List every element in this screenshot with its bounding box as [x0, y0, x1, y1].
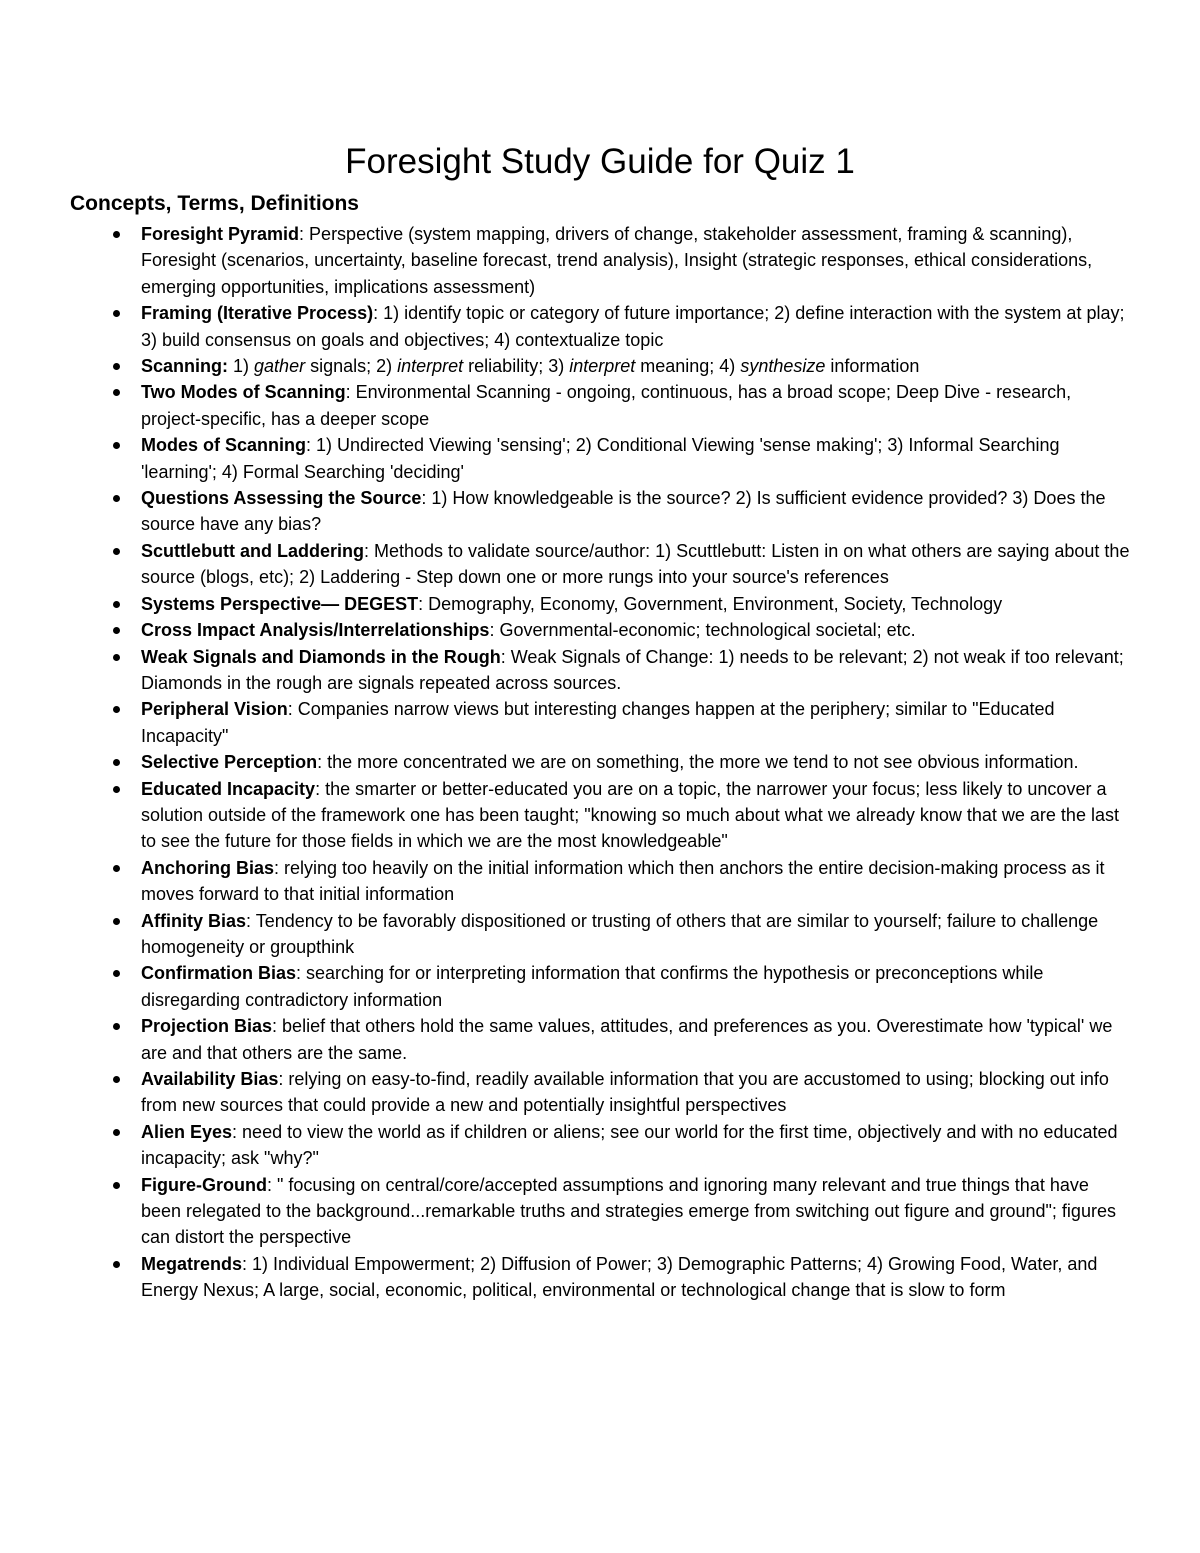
list-item [0, 538, 1200, 591]
bullet-icon [113, 918, 120, 925]
bullet-icon [113, 654, 120, 661]
term-label: Megatrends [141, 1253, 243, 1274]
list-item [0, 696, 1200, 749]
term-label: Peripheral Vision [141, 699, 288, 720]
bullet-icon [113, 1076, 120, 1083]
definition-text: meaning; 4) [635, 356, 741, 377]
definition-text: : relying too heavily on the initial information which then anchors the entire decision-making process as it moves forward to that initial information [141, 857, 1105, 905]
section-heading: Concepts, Terms, Definitions [70, 192, 359, 215]
emphasis-text: interpret [569, 356, 636, 377]
term-label: Systems Perspective— DEGEST [141, 593, 419, 614]
list-item [0, 300, 1200, 353]
term-label: Framing (Iterative Process) [141, 303, 374, 324]
bullet-icon [113, 1261, 120, 1268]
term-label: Modes of Scanning [141, 435, 307, 456]
definition-text: : the more concentrated we are on something, the more we tend to not see obvious information. [317, 752, 1079, 773]
list-item [0, 591, 1200, 617]
list-item [0, 644, 1200, 697]
bullet-icon [113, 1023, 120, 1030]
bullet-icon [113, 627, 120, 634]
definition-text: : Tendency to be favorably dispositioned or trusting of others that are similar to yourself; failure to challenge homogeneity or groupthink [141, 910, 1099, 957]
term-label: Educated Incapacity [141, 778, 316, 799]
term-label: Affinity Bias [141, 910, 247, 931]
definition-text: : Governmental-economic; technological societal; etc. [489, 620, 916, 641]
bullet-icon [113, 706, 120, 713]
definition-text: signals; 2) [305, 356, 398, 377]
definition-text: : Demography, Economy, Government, Environment, Society, Technology [418, 593, 1003, 614]
bullet-icon [113, 1129, 120, 1136]
definition-text: : belief that others hold the same values, attitudes, and preferences as you. Overestimate how 'typical' we are and that others are the same. [141, 1016, 1113, 1063]
bullet-icon [113, 1182, 120, 1189]
list-item [0, 960, 1200, 1013]
term-label: Projection Bias [141, 1016, 273, 1037]
bullet-icon [113, 310, 120, 317]
list-item [0, 1119, 1200, 1172]
list-item [0, 485, 1200, 538]
term-label: Figure-Ground [141, 1174, 267, 1195]
definition-text: : " focusing on central/core/accepted assumptions and ignoring many relevant and true things that have been relegated to the background...remarkable truths and strategies emerge from switching out figure and ground"; figures can distort the perspective [141, 1174, 1116, 1248]
bullet-icon [113, 495, 120, 502]
definition-text: : 1) identify topic or category of future importance; 2) define interaction with the system at play; 3) build consensus on goals and objectives; 4) contextualize topic [141, 303, 1125, 350]
term-label: Cross Impact Analysis/Interrelationships [141, 620, 490, 641]
bullet-icon [113, 363, 120, 370]
emphasis-text: gather [254, 356, 306, 377]
definition-text: : Companies narrow views but interesting changes happen at the periphery; similar to "Educated Incapacity" [141, 699, 1055, 746]
list-item [0, 1066, 1200, 1119]
emphasis-text: interpret [397, 356, 464, 377]
term-label: Anchoring Bias [141, 857, 275, 878]
term-label: Availability Bias [141, 1069, 279, 1089]
list-item [0, 432, 1200, 485]
definition-text: : relying on easy-to-find, readily available information that you are accustomed to using; blocking out info from new sources that could provide a new and potentially insightful perspectives [141, 1069, 1109, 1116]
bullet-icon [113, 389, 120, 396]
list-item [0, 379, 1200, 432]
definition-text: : Environmental Scanning - ongoing, continuous, has a broad scope; Deep Dive - research, project-specific, has a deeper scope [141, 382, 1072, 429]
emphasis-text: synthesize [740, 356, 826, 377]
definition-text: : need to view the world as if children or aliens; see our world for the first time, objectively and with no educated incapacity; ask "why?" [141, 1121, 1118, 1169]
term-label: Scuttlebutt and Laddering [141, 540, 364, 561]
definition-text: : searching for or interpreting information that confirms the hypothesis or preconceptions while disregarding contradictory information [141, 963, 1044, 1010]
term-label: Foresight Pyramid [141, 224, 300, 244]
term-label: Scanning: [141, 356, 229, 377]
term-label: Alien Eyes [141, 1121, 233, 1142]
definition-text: : Weak Signals of Change: 1) needs to be relevant; 2) not weak if too relevant; Diamonds in the rough are signals repeated across sources. [141, 646, 1124, 693]
list-item [0, 617, 1200, 643]
term-label: Questions Assessing the Source [141, 488, 422, 509]
list-item [0, 1251, 1200, 1304]
definition-text: : 1) Individual Empowerment; 2) Diffusion of Power; 3) Demographic Patterns; 4) Growing Food, Water, and Energy Nexus; A large, social, economic, political, environmental or technological change that is slow to form [141, 1253, 1098, 1301]
bullet-icon [113, 970, 120, 977]
bullet-icon [113, 786, 120, 793]
list-item [0, 855, 1200, 908]
bullet-icon [113, 442, 120, 449]
definition-text: : Methods to validate source/author: 1) Scuttlebutt: Listen in on what others are saying about the source (blogs, etc); 2) Laddering - Step down one or more rungs into your source's references [141, 540, 1130, 588]
bullet-icon [113, 759, 120, 766]
list-item [0, 908, 1200, 961]
terms-list [0, 221, 1200, 1304]
list-item [0, 221, 1200, 300]
definition-text: : the smarter or better-educated you are on a topic, the narrower your focus; less likely to uncover a solution outside of the framework one has been taught; "knowing so much about what we already know that we are the last to see the future for those fields in which we are the most knowledgeable" [141, 778, 1119, 852]
list-item [0, 1013, 1200, 1066]
definition-text: 1) [228, 356, 255, 377]
definition-text: reliability; 3) [463, 356, 570, 377]
list-item [0, 776, 1200, 855]
list-item [0, 1172, 1200, 1251]
definition-text: : 1) How knowledgeable is the source? 2) Is sufficient evidence provided? 3) Does the source have any bias? [141, 488, 1106, 535]
bullet-icon [113, 231, 120, 238]
list-item [0, 353, 1200, 379]
term-label: Confirmation Bias [141, 963, 297, 984]
definition-text: information [825, 356, 920, 377]
term-label: Weak Signals and Diamonds in the Rough [141, 646, 501, 667]
term-label: Selective Perception [141, 752, 318, 773]
term-label: Two Modes of Scanning [141, 382, 346, 403]
bullet-icon [113, 601, 120, 608]
bullet-icon [113, 865, 120, 872]
definition-text: : Perspective (system mapping, drivers of change, stakeholder assessment, framing & scanning), Foresight (scenarios, uncertainty, baseline forecast, trend analysis), Insight (strategic responses, ethical considerations, emerging opportunities, implications assessment) [141, 224, 1093, 297]
page-title: Foresight Study Guide for Quiz 1 [345, 142, 855, 181]
list-item [0, 749, 1200, 775]
definition-text: : 1) Undirected Viewing 'sensing'; 2) Conditional Viewing 'sense making'; 3) Informal Searching 'learning'; 4) Formal Searching 'deciding' [141, 435, 1060, 482]
bullet-icon [113, 548, 120, 555]
